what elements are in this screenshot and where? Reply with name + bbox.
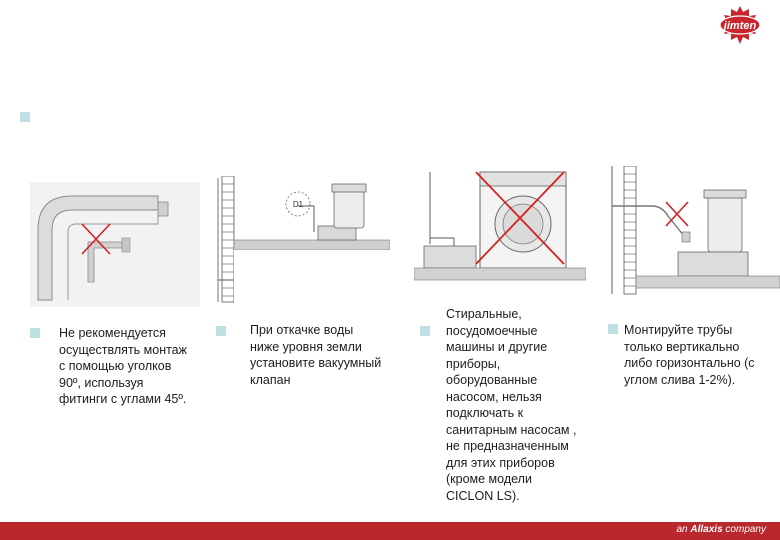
panel-1-caption: Не рекомендуется осуществлять монтаж с помощью уголков 90º, используя фитинги с углами 45º. (59, 326, 187, 406)
panel-2-bullet (216, 326, 226, 336)
elbow-diagram (30, 182, 200, 307)
pipe-slope-diagram (604, 166, 780, 308)
panel-2-caption: При откачке воды ниже уровня земли установите вакуумный клапан (250, 323, 382, 387)
header-bullet (20, 112, 30, 122)
footer-brand-name: Allaxis (690, 524, 723, 535)
panel-4-caption: Монтируйте трубы только вертикально либо горизонтально (с углом слива 1-2%). (624, 323, 755, 387)
diameter-label: D1 (292, 200, 304, 209)
panel-4-bullet (608, 324, 618, 334)
panel-3-caption: Стиральные, посудомоечные машины и другие приборы, оборудованные насосом, нельзя подключать к санитарным насосам , не предназначенным для этих приборов (кроме модели CICLON LS). (446, 307, 577, 503)
footer-bar (0, 522, 780, 540)
logo-text: jimten (723, 20, 757, 32)
vacuum-valve-diagram (214, 176, 390, 310)
footer-prefix: an (676, 524, 688, 535)
panel-1-bullet (30, 328, 40, 338)
panel-3-bullet (420, 326, 430, 336)
footer-suffix: company (725, 524, 766, 535)
jimten-logo (706, 4, 774, 48)
footer-brand (676, 524, 766, 535)
washing-machine-diagram (414, 168, 586, 310)
